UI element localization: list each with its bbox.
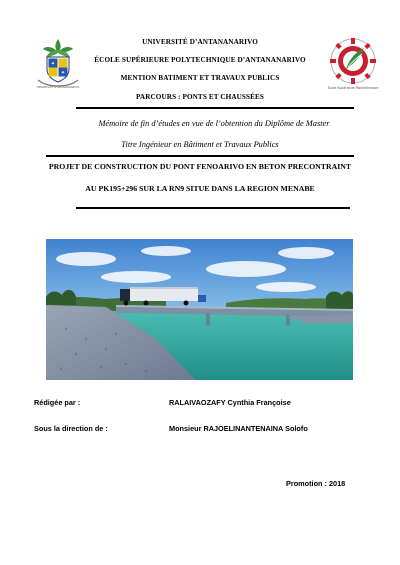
- bottom-rule: [76, 207, 350, 209]
- university-name: UNIVERSITÉ D’ANTANANARIVO: [142, 38, 258, 46]
- middle-rule: [46, 155, 354, 157]
- promotion: Promotion : 2018: [286, 479, 346, 488]
- memoire-line-1: Mémoire de fin d’études en vue de l’obtention du Diplôme de Master: [98, 119, 330, 128]
- bridge-image: [46, 239, 353, 380]
- top-rule: [76, 107, 354, 109]
- project-title-line-1: PROJET DE CONSTRUCTION DU PONT FENOARIVO EN BETON PRECONTRAINT: [48, 162, 352, 171]
- university-logo-text: UNIVERSITÉ D'ANTANANARIVO: [36, 85, 80, 89]
- parcours: PARCOURS : PONTS ET CHAUSSÉES: [135, 93, 265, 101]
- author-label: Rédigée par :: [34, 398, 81, 407]
- svg-text:✦: ✦: [50, 61, 56, 67]
- supervisor-label: Sous la direction de :: [34, 424, 108, 433]
- project-title-line-2: AU PK195+296 SUR LA RN9 SITUE DANS LA REGION MENABE: [85, 184, 315, 193]
- svg-text:✦: ✦: [60, 70, 66, 76]
- memoire-line-2: Titre Ingénieur en Bâtiment et Travaux Publics: [121, 140, 279, 149]
- espa-logo-text: Ecole Supérieure Polytechnique: [327, 86, 379, 90]
- author-name: RALAIVAOZAFY Cynthia Françoise: [169, 398, 291, 407]
- supervisor-name: Monsieur RAJOELINANTENAINA Solofo: [169, 424, 308, 433]
- mention: MENTION BATIMENT ET TRAVAUX PUBLICS: [120, 74, 280, 82]
- school-name: ÉCOLE SUPÉRIEURE POLYTECHNIQUE D’ANTANANARIVO: [94, 56, 306, 64]
